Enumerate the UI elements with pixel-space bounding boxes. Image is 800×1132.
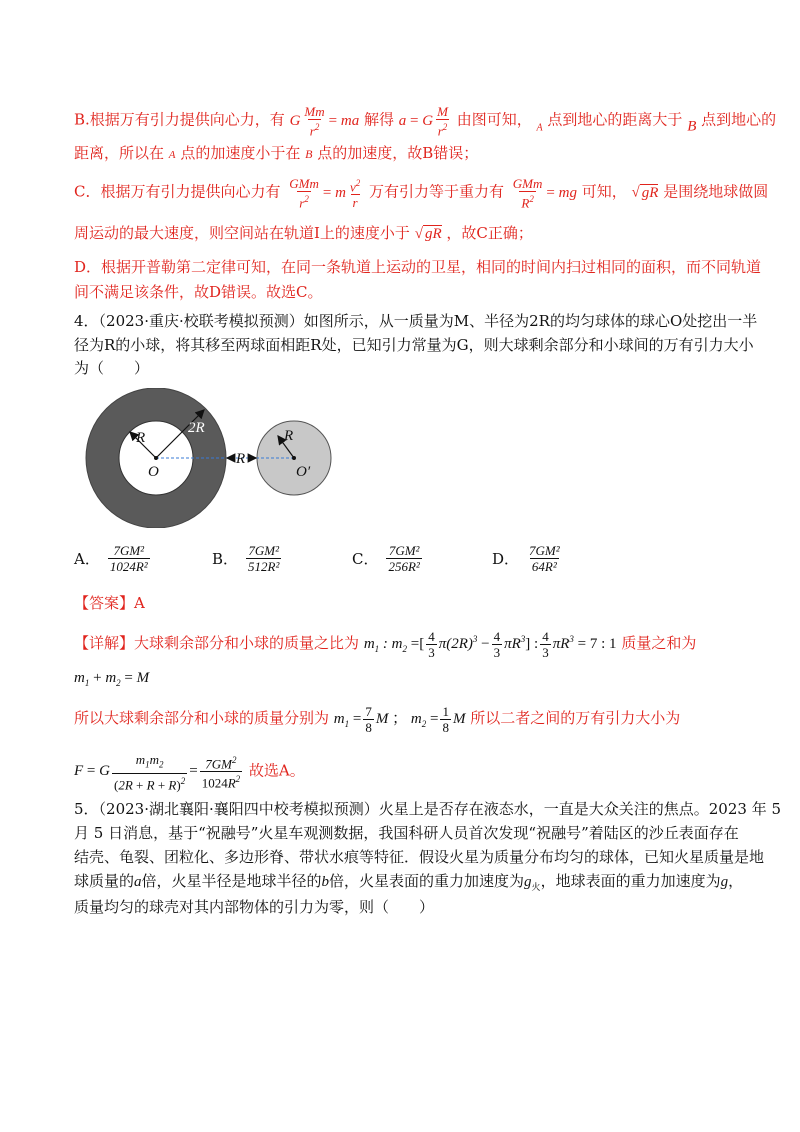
text: 大球剩余部分和小球的质量之比为 [134,634,360,652]
option-d[interactable] [492,543,564,574]
center-o [154,456,158,460]
point-b: B [687,118,697,135]
section-c-line-2 [74,222,740,245]
q4-line-3 [74,357,740,379]
text: B.根据万有引力提供向心力，有 [74,110,285,129]
formula: $\frac{\text{GMm}}{R^2}$ = mg [512,176,577,211]
formula: $m_1 + m_2 = M$ [74,670,150,688]
text: 月 5 日消息，基于“祝融号”火星车观测数据，我国科研人员首次发现“祝融号”着陆区的沙丘表面存在 [74,824,739,842]
formula: √ gR [631,184,659,201]
q4-detail-line-1 [74,628,740,660]
option-b[interactable] [212,543,283,574]
option-num: 7GM² [248,543,280,558]
text: 5．（2023·湖北襄阳·襄阳四中校考模拟预测）火星上是否存在液态水，一直是大众关注的焦点。2023 年 5 [74,800,782,818]
option-label: A． [74,550,100,568]
option-label: D． [492,550,520,568]
formula: G $\frac{Mm}{r^2}$ = ma [289,104,360,139]
option-num: 7GM² [529,543,560,558]
q4-detail-line-4 [74,752,740,792]
q4-line-2 [74,334,754,356]
text: 解得 [363,110,394,129]
formula: $\frac{\text{GMm}}{r^2}$ = m $\frac{v^2}{r}$ [289,176,361,211]
answer-text: 【答案】A [74,594,145,612]
text: 由图可知， [456,110,532,129]
text: 万有引力等于重力有 [369,182,505,201]
label-r-gap: R [236,451,246,467]
formula: $m_1$ = $\frac{7}{8}$ M ； $m_2$ = $\frac{1}{8}$ M [333,704,466,735]
text: 球质量的 [74,872,135,890]
text: 所以二者之间的万有引力大小为 [470,708,681,727]
text: 距离，所以在 [74,144,165,162]
text: 结壳、龟裂、团粒化、多边形脊、带状水痕等特征．假设火星为质量分布均匀的球体，已知火星质量是地 [74,848,765,866]
text: 点的加速度小于在 [180,144,301,162]
q5-line-5 [74,896,740,918]
label-r-small: R [284,428,294,444]
text: 所以大球剩余部分和小球的质量分别为 [74,708,330,727]
formula: √ gR [414,226,442,242]
option-num: 7GM² [388,543,420,558]
text: 是围绕地球做圆 [663,182,769,201]
text: 4．（2023·重庆·校联考模拟预测）如图所示，从一质量为M、半径为2R的均匀球体的球心O处挖出一半 [74,312,758,330]
q4-line-1 [74,310,758,332]
point-a: A [536,122,543,134]
q5-line-3 [74,846,765,868]
option-c[interactable] [352,543,424,574]
option-num: 7GM² [113,543,145,558]
var-a: a [134,874,142,890]
formula: $m_1$ : $m_2$ =[ $\frac{4}{3}$ $\pi(2R)^3$ − $\frac{4}{3}$ $\pi R^3$] : $\frac{4}{3}$ $\pi R^3 = 7$ : 1 [363,629,617,661]
label-r-left: R [136,430,146,446]
section-d-line-2 [74,281,740,303]
text: ，故C正确； [446,224,533,242]
var-g: g [720,874,729,890]
text: ，地球表面的重力加速度为 [540,872,721,890]
q5-line-4 [74,870,744,898]
section-c-line-1 [74,176,769,211]
var-g-mars: $g_火$ [524,874,541,892]
label-o-prime: O′ [296,464,311,480]
point-a: A [168,149,176,161]
text: 质量之和为 [621,634,697,652]
text: 倍，火星半径是地球半径的 [141,872,322,890]
var-b: b [321,874,330,890]
q4-detail-line-2 [74,666,740,694]
option-den: 1024R² [109,559,148,574]
q4-figure [70,388,360,528]
text: D．根据开普勒第二定律可知，在同一条轨道上运动的卫星，相同的时间内扫过相同的面积，而不同轨道 [74,258,762,276]
text: C．根据万有引力提供向心力有 [74,182,281,201]
text: 倍，火星表面的重力加速度为 [329,872,525,890]
section-d-line-1 [74,256,762,278]
formula: F = G $\frac{m_1m_2}{(2R + R + R)^2}$ = $\frac{7GM^2}{1024R^2}$ [74,752,241,792]
text: 间不满足该条件，故D错误。故选C。 [74,283,323,301]
text: 为（ ） [74,359,150,377]
q5-line-1 [74,798,782,820]
q4-answer [74,592,740,614]
center-o-prime [292,456,296,460]
option-den: 64R² [531,559,557,574]
text: 故选A。 [248,761,305,780]
text: 点的加速度，故B错误； [317,144,479,162]
point-b: B [305,147,313,161]
option-den: 512R² [248,559,280,574]
text: 周运动的最大速度，则空间站在轨道Ⅰ上的速度小于 [74,224,410,242]
section-b-line-1 [74,104,777,140]
label-2r: 2R [188,420,205,436]
formula: a = G $\frac{M}{r^2}$ [398,104,448,139]
q5-line-2 [74,822,740,844]
text: 点到地心的 [701,110,777,129]
option-label: B． [212,550,239,568]
option-den: 256R² [388,559,420,574]
section-b-line-2 [74,142,740,166]
text: 可知， [581,182,627,201]
label-o: O [148,464,159,480]
detail-tag: 【详解】 [74,634,135,652]
text: ， [728,872,744,890]
text: 质量均匀的球壳对其内部物体的引力为零，则（ ） [74,898,435,916]
q4-detail-line-3 [74,704,740,735]
option-a[interactable] [74,543,152,574]
text: 点到地心的距离大于 [547,110,683,129]
option-label: C． [352,550,379,568]
text: 径为R的小球，将其移至两球面相距R处，已知引力常量为G，则大球剩余部分和小球间的万有引力大小 [74,336,754,354]
